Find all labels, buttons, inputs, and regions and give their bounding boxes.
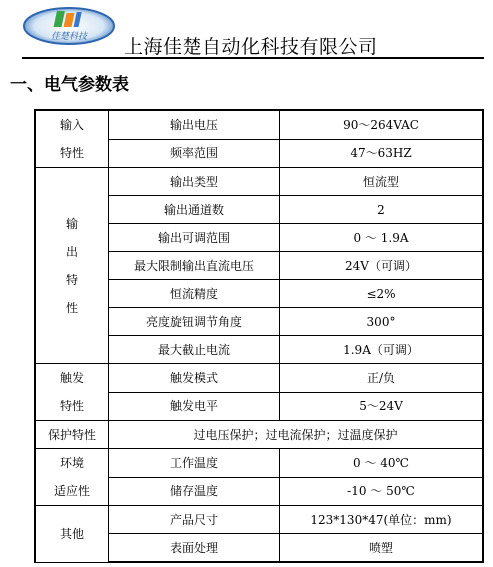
electrical-parameters-table	[34, 109, 484, 563]
param-name: 恒流精度	[109, 280, 280, 308]
param-name: 输出通道数	[109, 196, 280, 224]
param-name: 输出类型	[109, 168, 280, 196]
group-label-output: 输 出 特 性	[35, 168, 109, 364]
table-row	[35, 168, 483, 196]
group-label-environment: 环境 适应性	[35, 449, 109, 506]
table-row	[35, 506, 483, 534]
param-name: 储存温度	[109, 477, 280, 506]
company-logo	[22, 6, 116, 46]
page-header	[0, 0, 493, 60]
header-divider	[22, 57, 484, 59]
table-row	[35, 421, 483, 449]
param-value: 5～24V	[280, 392, 484, 421]
group-label-other: 其他	[35, 506, 109, 563]
param-name: 亮度旋钮调节角度	[109, 308, 280, 336]
param-value: 300°	[280, 308, 484, 336]
param-value: 喷塑	[280, 534, 484, 563]
param-name: 触发模式	[109, 364, 280, 393]
param-value: 90～264VAC	[280, 110, 484, 139]
param-value: 0 ～ 40℃	[280, 449, 484, 478]
param-value: 2	[280, 196, 484, 224]
param-name: 输出电压	[109, 110, 280, 139]
protection-value: 过电压保护；过电流保护；过温度保护	[109, 421, 484, 449]
param-value: 0 ～ 1.9A	[280, 224, 484, 252]
param-name: 产品尺寸	[109, 506, 280, 534]
param-value: 24V（可调）	[280, 252, 484, 280]
table-row	[35, 449, 483, 478]
param-value: 恒流型	[280, 168, 484, 196]
group-label-input: 输入 特性	[35, 110, 109, 168]
param-name: 输出可调范围	[109, 224, 280, 252]
param-name: 工作温度	[109, 449, 280, 478]
param-value: 47～63HZ	[280, 139, 484, 168]
param-value: -10 ～ 50℃	[280, 477, 484, 506]
logo-text: 佳楚科技	[50, 32, 88, 42]
table-row	[35, 110, 483, 139]
group-label-trigger: 触发 特性	[35, 364, 109, 421]
table-row	[35, 364, 483, 393]
section-title: 一、电气参数表	[10, 75, 129, 95]
param-value: 正/负	[280, 364, 484, 393]
param-name: 最大截止电流	[109, 336, 280, 364]
param-value: ≤2%	[280, 280, 484, 308]
param-name: 触发电平	[109, 392, 280, 421]
param-name: 频率范围	[109, 139, 280, 168]
param-name: 表面处理	[109, 534, 280, 563]
company-name: 上海佳楚自动化科技有限公司	[124, 36, 378, 58]
param-name: 最大限制输出直流电压	[109, 252, 280, 280]
param-value: 1.9A（可调）	[280, 336, 484, 364]
group-label-protection: 保护特性	[35, 421, 109, 449]
param-value: 123*130*47(单位：mm)	[280, 506, 484, 534]
